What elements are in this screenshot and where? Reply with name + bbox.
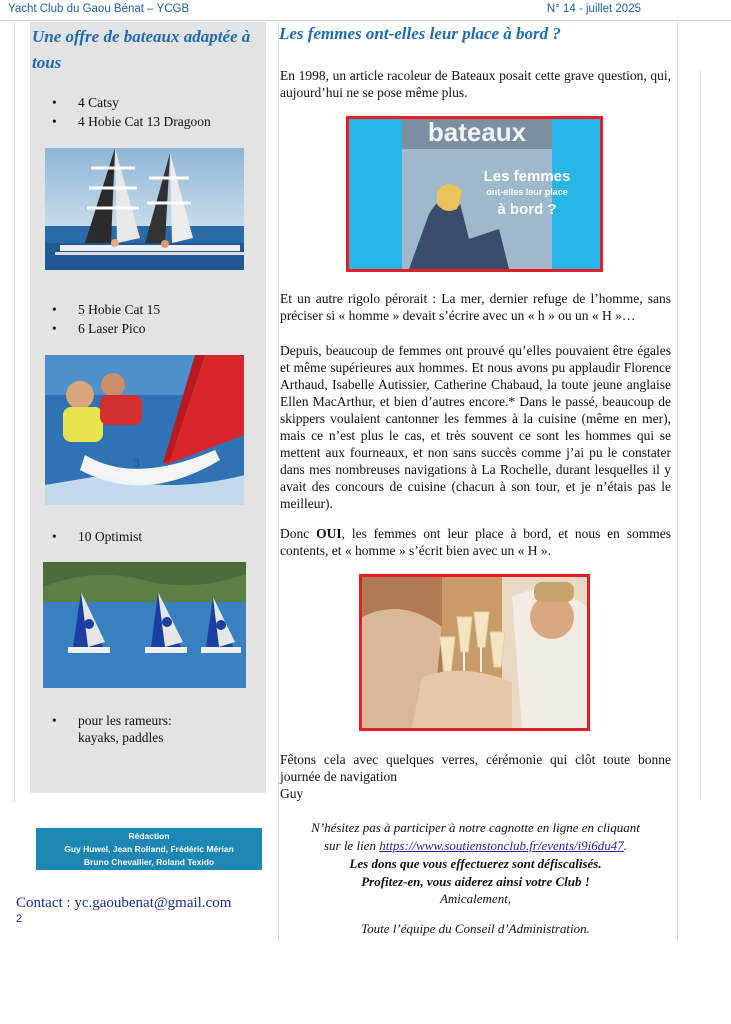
- right-margin-rule: [700, 70, 725, 800]
- dinghy-photo: [45, 355, 244, 505]
- list-item: • 4 Hobie Cat 13 Dragoon: [33, 112, 211, 131]
- svg-text:3: 3: [133, 456, 140, 470]
- contact-email-link[interactable]: Contact : yc.gaoubenat@gmail.com: [16, 895, 232, 911]
- magazine-cover-line: Les femmes: [483, 168, 571, 185]
- list-item: • 10 Optimist: [33, 527, 142, 546]
- catamaran-photo: [45, 148, 244, 270]
- optimist-photo: [43, 562, 246, 688]
- header-club-name: Yacht Club du Gaou Bénat – YCGB: [8, 3, 190, 15]
- magazine-cover-line: ont-elles leur place: [486, 187, 568, 197]
- list-item: • pour les rameurs:: [33, 711, 172, 730]
- list-item: • 5 Hobie Cat 15: [33, 300, 160, 319]
- header-issue-number: N° 14 - juillet 2025: [546, 3, 641, 15]
- editorial-credits-title: Rédaction: [128, 831, 170, 841]
- list-item: • 6 Laser Pico: [33, 319, 160, 338]
- editorial-credits-line: Bruno Chevallier, Roland Texido: [83, 857, 215, 867]
- header-divider: [0, 20, 731, 21]
- left-column-title: Une offre de bateaux adaptée à tous: [32, 27, 251, 72]
- article-signature: Guy: [280, 786, 304, 801]
- paragraph-text: , les femmes ont leur place à bord, et nous en sommes contents, et « homme » s’écrit bien avec un « H ».: [280, 526, 671, 558]
- editorial-credits-line: Guy Huwel, Jean Rolland, Frédéric Mérian: [64, 844, 234, 854]
- article-paragraph-3: Depuis, beaucoup de femmes ont prouvé qu’elles pouvaient être égales et même supérieures aux hommes. Et nous avons pu applaudir Florence Arthaud, Isabelle Autissier, Catherine Chabaud, la toute jeune anglaise Ellen MacArthur, et bien d’autres encore.* Dans le passé, beaucoup de skippers voulaient cantonner les femmes à la cuisine (même en mer), mais ce n’est plus le cas, et très souvent ce sont les hommes qui se mettent aux fourneaux, et non sans succès comme j’ai pu le constater dans mes nombreuses navigations à La Rochelle, durant lesquelles il y avait des concours de cuisine (chacun à son tour, et je n’étais pas le meilleur).: [280, 343, 671, 511]
- champagne-toast-photo: [359, 574, 590, 731]
- donation-link[interactable]: https://www.soutienstonclub.fr/events/i9i6du47: [379, 838, 624, 853]
- article-paragraph-1: En 1998, un article racoleur de Bateaux posait cette grave question, qui, aujourd’hui ne se pose même plus.: [280, 68, 671, 100]
- page-number: 2: [16, 913, 23, 925]
- list-item: • 4 Catsy: [33, 93, 211, 112]
- appeal-text: .: [623, 838, 628, 853]
- appeal-line: [280, 837, 671, 855]
- list-item-continuation: kayaks, paddles: [78, 730, 164, 745]
- appeal-signature: Toute l’équipe du Conseil d’Administration.: [361, 921, 590, 936]
- article-paragraph-4: [280, 525, 671, 559]
- appeal-closing: Amicalement,: [439, 891, 512, 906]
- magazine-cover-line: à bord ?: [497, 201, 557, 218]
- boat-list-4: [33, 711, 172, 730]
- article-title: Les femmes ont-elles leur place à bord ?: [279, 24, 561, 43]
- left-margin-rule: [14, 22, 15, 802]
- boat-list-1: [33, 93, 211, 131]
- paragraph-text: Donc: [280, 526, 317, 541]
- magazine-cover-photo: [346, 116, 603, 272]
- appeal-line-tax: Les dons que vous effectuerez sont défiscalisés.: [349, 856, 602, 871]
- boat-list-3: [33, 527, 142, 546]
- emphasis-oui: OUI: [316, 526, 342, 541]
- boat-list-2: [33, 300, 160, 338]
- appeal-line-benefit: Profitez-en, vous aiderez ainsi votre Club !: [361, 874, 590, 889]
- appeal-text: sur le lien: [323, 838, 380, 853]
- appeal-line: N’hésitez pas à participer à notre cagnotte en ligne en cliquant: [311, 820, 640, 835]
- editorial-credits-box: [36, 828, 262, 870]
- article-paragraph-5: Fêtons cela avec quelques verres, cérémonie qui clôt toute bonne journée de navigation: [280, 752, 671, 784]
- article-paragraph-2: Et un autre rigolo pérorait : La mer, dernier refuge de l’homme, sans préciser si « homme » devait s’écrire avec un « h » ou un « H »…: [280, 291, 671, 323]
- magazine-brand: bateaux: [427, 119, 527, 147]
